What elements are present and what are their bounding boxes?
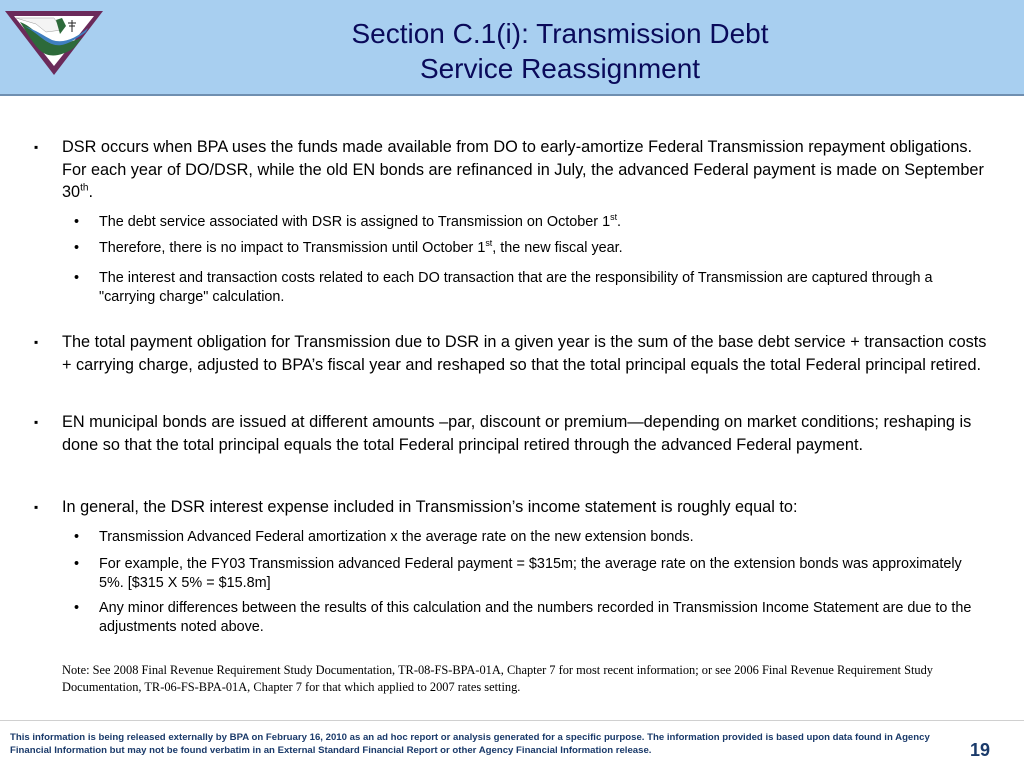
footer-divider: [0, 720, 1024, 721]
square-bullet-icon: ▪: [34, 335, 39, 349]
round-bullet-icon: •: [74, 240, 80, 256]
bullet-total-payment: ▪ The total payment obligation for Transmission due to DSR in a given year is the sum of the base debt service + transaction costs + carrying charge, adjusted to BPA’s fiscal year and reshaped so that the total principal equals the total Federal principal retired.: [34, 333, 987, 374]
title-line-2: Service Reassignment: [419, 53, 701, 84]
title-line-1: Section C.1(i): Transmission Debt: [351, 18, 769, 49]
page-number: 19: [969, 740, 990, 760]
bpa-logo-icon: [2, 8, 106, 78]
round-bullet-icon: •: [74, 529, 80, 545]
square-bullet-icon: ▪: [34, 500, 39, 514]
release-disclaimer: This information is being released externally by BPA on February 16, 2010 as an ad hoc report or analysis generated for a specific purpose. The information provided is based upon data found in Agency Financial Information but may not be found verbatim in an External Standard Financial Report or other Agency Financial Information release.: [10, 732, 930, 756]
subbullet-october-assignment: • The debt service associated with DSR is assigned to Transmission on October 1st.: [74, 212, 622, 230]
round-bullet-icon: •: [74, 556, 80, 572]
subbullet-fy03-example: • For example, the FY03 Transmission advanced Federal payment = $315m; the average rate on the extension bonds was approximately 5%. [$315 X 5% = $15.8m]: [74, 556, 962, 591]
subbullet-no-impact: • Therefore, there is no impact to Transmission until October 1st, the new fiscal year.: [74, 238, 623, 256]
subbullet-amortization-rate: • Transmission Advanced Federal amortization x the average rate on the new extension bonds.: [74, 529, 694, 545]
round-bullet-icon: •: [74, 270, 80, 286]
round-bullet-icon: •: [74, 600, 80, 616]
slide-title: [200, 16, 920, 86]
subbullet-minor-differences: • Any minor differences between the results of this calculation and the numbers recorded in Transmission Income Statement are due to the adjustments noted above.: [74, 600, 972, 635]
subbullet-carrying-charge: • The interest and transaction costs related to each DO transaction that are the responsibility of Transmission are captured through a "carrying charge" calculation.: [74, 270, 933, 305]
bullet-dsr-definition: ▪ DSR occurs when BPA uses the funds made available from DO to early-amortize Federal Transmission repayment obligations. For each year of DO/DSR, while the old EN bonds are refinanced in July, the advanced Federal payment is made on September 30th.: [34, 138, 984, 201]
square-bullet-icon: ▪: [34, 415, 39, 429]
documentation-note: Note: See 2008 Final Revenue Requirement Study Documentation, TR-08-FS-BPA-01A, Chapter 7 for most recent information; or see 2006 Final Revenue Requirement Study Documentation, TR-06-FS-BPA-01A, Chapter 7 for that which applied to 2007 rates setting.: [62, 663, 933, 694]
bullet-interest-expense: ▪ In general, the DSR interest expense included in Transmission’s income statement is roughly equal to:: [34, 496, 994, 519]
bullet-en-bonds: ▪ EN municipal bonds are issued at different amounts –par, discount or premium—depending on market conditions; reshaping is done so that the total principal equals the total Federal principal retired through the advanced Federal payment.: [34, 413, 972, 454]
slide-header: [0, 0, 1024, 96]
round-bullet-icon: •: [74, 214, 80, 230]
square-bullet-icon: ▪: [34, 140, 39, 154]
